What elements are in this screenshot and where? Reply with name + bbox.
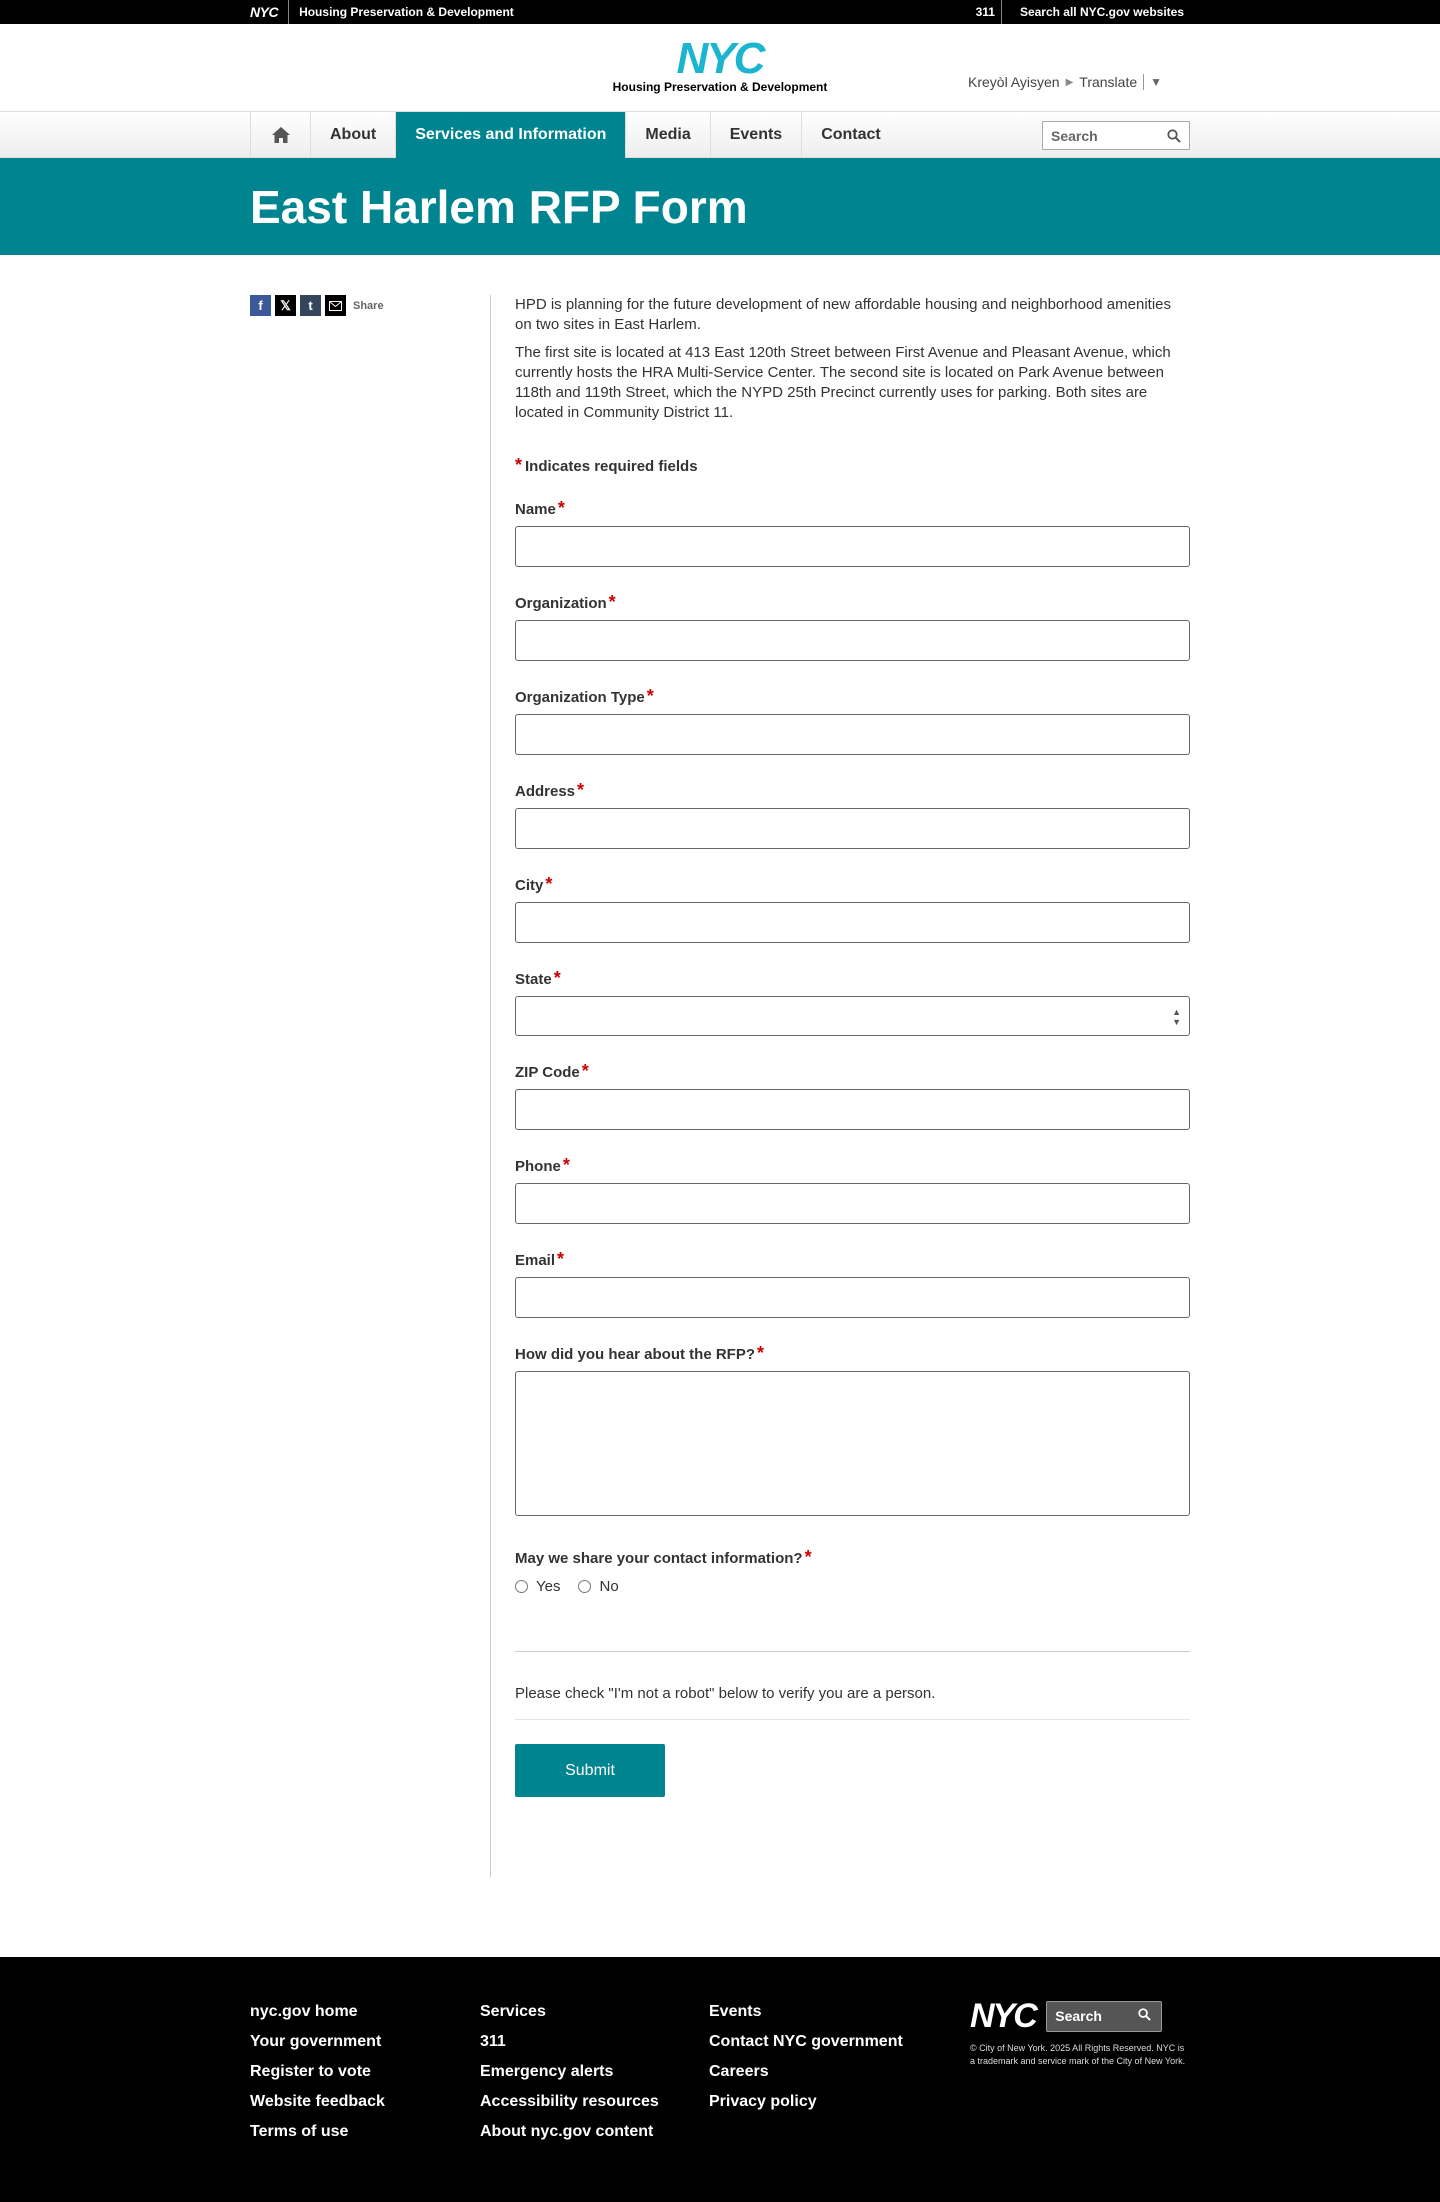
triangle-right-icon: ▶ <box>1065 76 1074 88</box>
translate-widget <box>968 74 1162 90</box>
hear-textarea[interactable] <box>515 1371 1190 1516</box>
footer-right <box>970 1997 1190 2068</box>
nav-home[interactable] <box>250 112 310 158</box>
site-footer <box>0 1957 1440 2202</box>
field-hear <box>515 1343 1190 1516</box>
translate-button[interactable]: Translate <box>1079 74 1144 90</box>
page-title: East Harlem RFP Form <box>250 181 748 233</box>
required-note <box>515 455 1190 476</box>
footer-col-3 <box>709 1997 903 2117</box>
search-input[interactable] <box>1042 121 1190 150</box>
footer-link[interactable]: Emergency alerts <box>480 2063 614 2080</box>
field-city <box>515 874 1190 943</box>
submit-button[interactable]: Submit <box>515 1744 665 1797</box>
divider <box>1001 0 1014 24</box>
hpd-logo[interactable] <box>602 34 838 94</box>
footer-link[interactable]: 311 <box>480 2033 506 2050</box>
org-type-input[interactable] <box>515 714 1190 755</box>
field-state <box>515 968 1190 1036</box>
footer-col-1 <box>250 1997 385 2147</box>
name-label: Name * <box>515 498 565 518</box>
footer-link[interactable]: Services <box>480 2003 546 2020</box>
main-nav <box>0 112 1440 158</box>
field-zip <box>515 1061 1190 1130</box>
nav-contact[interactable]: Contact <box>801 112 900 158</box>
footer-search-placeholder: Search <box>1055 2008 1102 2024</box>
nav-events[interactable]: Events <box>710 112 801 158</box>
form-column <box>515 295 1190 1797</box>
search-placeholder: Search <box>1051 127 1098 144</box>
city-label: City * <box>515 874 553 894</box>
select-arrows-icon: ▲ ▼ <box>1172 1007 1181 1027</box>
footer-link[interactable]: Accessibility resources <box>480 2093 659 2110</box>
footer-link[interactable]: Contact NYC government <box>709 2033 903 2050</box>
nav-about[interactable]: About <box>310 112 395 158</box>
divider <box>515 1651 1190 1652</box>
zip-input[interactable] <box>515 1089 1190 1130</box>
required-star: * <box>515 455 523 475</box>
search-icon[interactable] <box>1138 2008 1151 2021</box>
page-banner <box>0 158 1440 255</box>
radio-yes-label: Yes <box>536 1578 561 1595</box>
footer-link[interactable]: nyc.gov home <box>250 2003 358 2020</box>
vertical-divider <box>490 295 491 1877</box>
facebook-icon[interactable]: f <box>250 295 271 316</box>
share-contact-label: May we share your contact information? * <box>515 1547 812 1567</box>
link-search-all[interactable]: Search all NYC.gov websites <box>1019 5 1184 19</box>
nav-services[interactable]: Services and Information <box>395 112 625 158</box>
required-note-text: Indicates required fields <box>525 458 698 475</box>
organization-label: Organization * <box>515 592 616 612</box>
name-input[interactable] <box>515 526 1190 567</box>
phone-input[interactable] <box>515 1183 1190 1224</box>
state-label: State * <box>515 968 561 988</box>
robot-note: Please check "I'm not a robot" below to verify you are a person. <box>515 1685 936 1702</box>
field-organization <box>515 592 1190 661</box>
site-header <box>0 24 1440 112</box>
nav-media[interactable]: Media <box>625 112 709 158</box>
field-name <box>515 498 1190 567</box>
footer-link[interactable]: Events <box>709 2003 762 2020</box>
language-link[interactable]: Kreyòl Ayisyen <box>968 74 1060 90</box>
radio-yes[interactable] <box>515 1578 560 1595</box>
tumblr-icon[interactable]: t <box>300 295 321 316</box>
footer-link[interactable]: Careers <box>709 2063 769 2080</box>
radio-circle[interactable] <box>515 1580 528 1593</box>
intro-paragraph-1: HPD is planning for the future development of new affordable housing and neighborhood amenities on two sites in East Harlem. <box>515 296 1171 333</box>
logo-agency: Housing Preservation & Development <box>612 80 828 94</box>
search-icon[interactable] <box>1167 129 1181 143</box>
share-bar <box>250 295 384 316</box>
home-icon <box>271 126 291 144</box>
nyc-logo: NYC <box>676 34 764 83</box>
footer-link[interactable]: Website feedback <box>250 2093 385 2110</box>
radio-no[interactable] <box>578 1578 618 1595</box>
city-input[interactable] <box>515 902 1190 943</box>
address-input[interactable] <box>515 808 1190 849</box>
field-org-type <box>515 686 1190 755</box>
state-select[interactable] <box>515 996 1190 1036</box>
x-icon[interactable]: 𝕏 <box>275 295 296 316</box>
footer-link[interactable]: Your government <box>250 2033 382 2050</box>
email-label: Email * <box>515 1249 565 1269</box>
field-address <box>515 780 1190 849</box>
share-contact-radios <box>515 1578 1190 1595</box>
footer-nyc-logo[interactable]: NYC <box>970 1997 1036 2035</box>
footer-col-2 <box>480 1997 659 2147</box>
link-311[interactable]: 311 <box>975 5 995 19</box>
chevron-down-icon[interactable]: ▼ <box>1150 75 1163 89</box>
radio-circle[interactable] <box>578 1580 591 1593</box>
nyc-mini-logo[interactable]: NYC <box>250 0 289 24</box>
footer-link[interactable]: Privacy policy <box>709 2093 817 2110</box>
zip-label: ZIP Code * <box>515 1061 589 1081</box>
phone-label: Phone * <box>515 1155 570 1175</box>
radio-no-label: No <box>599 1578 619 1595</box>
footer-link[interactable]: Terms of use <box>250 2123 349 2140</box>
field-email <box>515 1249 1190 1318</box>
footer-copyright: © City of New York. 2025 All Rights Reserved. NYC is a trademark and service mark of the City of New York. <box>970 2043 1186 2066</box>
content-area <box>250 255 1190 1957</box>
footer-link[interactable]: About nyc.gov content <box>480 2123 654 2140</box>
divider <box>515 1719 1190 1720</box>
intro-paragraph-2: The first site is located at 413 East 120th Street between First Avenue and Pleasant Avenue, which currently hosts the HRA Multi-Service Center. The second site is located on Park Avenue between 118th and 119th Street, which the NYPD 25th Precinct currently uses for parking. Both sites are located in Community District 11. <box>515 344 1171 421</box>
hear-label: How did you hear about the RFP? * <box>515 1343 765 1363</box>
footer-link[interactable]: Register to vote <box>250 2063 371 2080</box>
email-input[interactable] <box>515 1277 1190 1318</box>
address-label: Address * <box>515 780 585 800</box>
share-label[interactable]: Share <box>353 299 384 312</box>
field-phone <box>515 1155 1190 1224</box>
field-share-contact <box>515 1547 1190 1595</box>
agency-name[interactable]: Housing Preservation & Development <box>299 5 514 19</box>
organization-input[interactable] <box>515 620 1190 661</box>
top-bar <box>0 0 1440 24</box>
org-type-label: Organization Type * <box>515 686 654 706</box>
footer-search-input[interactable] <box>1046 2001 1162 2032</box>
email-icon[interactable] <box>325 295 346 316</box>
